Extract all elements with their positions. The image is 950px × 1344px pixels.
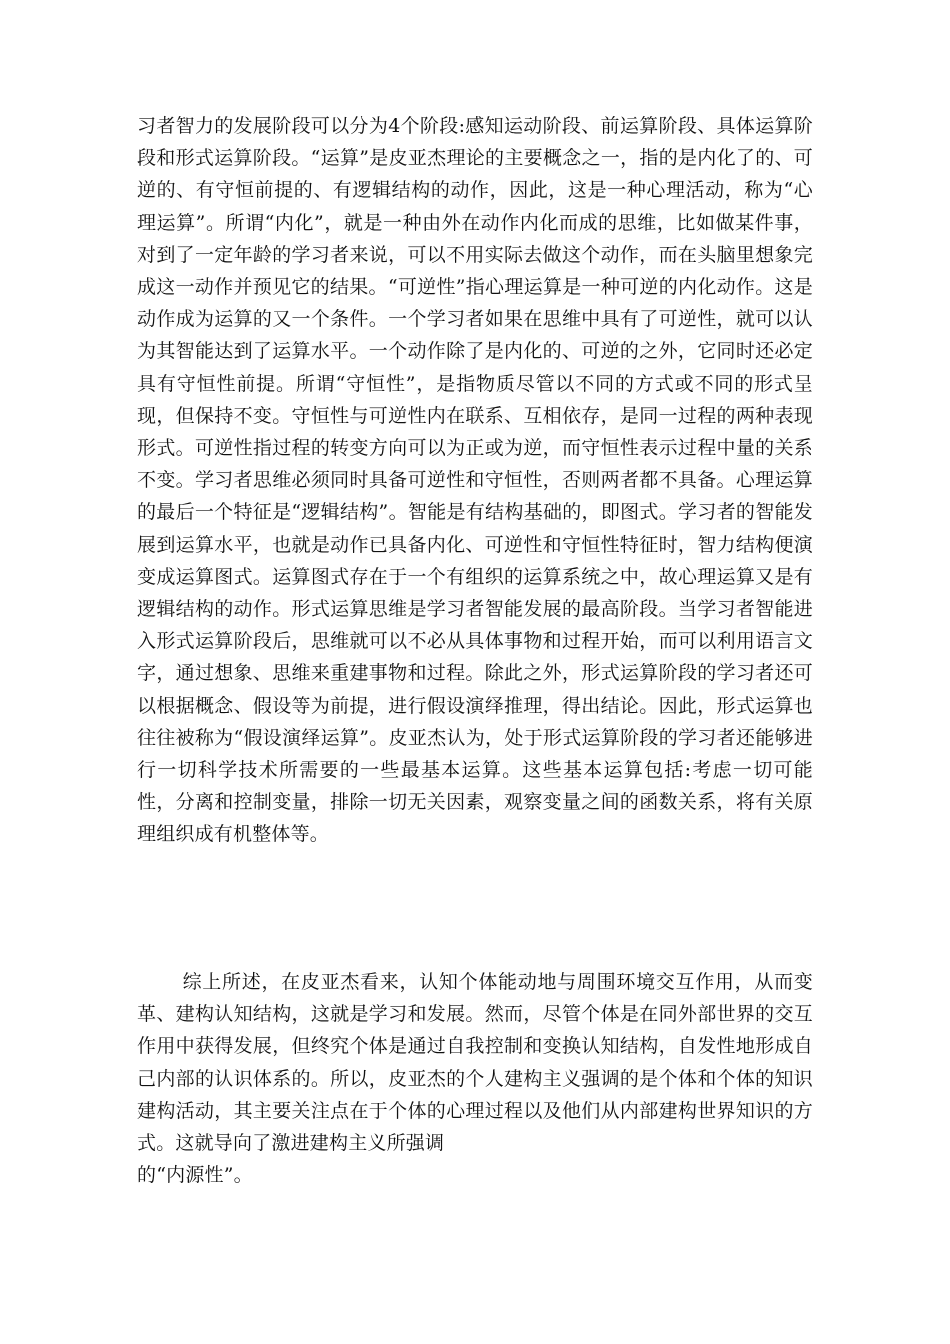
paragraph-2-body: 综上所述，在皮亚杰看来，认知个体能动地与周围环境交互作用，从而变革、建构认知结构，这就是学习和发展。然而，尽管个体是在同外部世界的交互作用中获得发展，但终究个体是通过自我控制和变换认知结构，自发性地形成自己内部的认识体系的。所以，皮亚杰的个人建构主义强调的是个体和个体的知识建构活动，其主要关注点在于个体的心理过程以及他们从内部建构世界知识的方式。这就导向了激进建构主义所强调 [137, 971, 813, 1155]
paragraph-2-tail: 的“内源性”。 [137, 1164, 253, 1187]
paragraph-2 [137, 966, 813, 1191]
paragraph-1: 习者智力的发展阶段可以分为4个阶段:感知运动阶段、前运算阶段、具体运算阶段和形式运算阶段。“运算”是皮亚杰理论的主要概念之一，指的是内化了的、可逆的、有守恒前提的、有逻辑结构的动作，因此，这是一种心理活动，称为“心理运算”。所谓“内化”，就是一种由外在动作内化而成的思维，比如做某件事，对到了一定年龄的学习者来说，可以不用实际去做这个动作，而在头脑里想象完成这一动作并预见它的结果。“可逆性”指心理运算是一种可逆的内化动作。这是动作成为运算的又一个条件。一个学习者如果在思维中具有了可逆性，就可以认为其智能达到了运算水平。一个动作除了是内化的、可逆的之外，它同时还必定具有守恒性前提。所谓“守恒性”，是指物质尽管以不同的方式或不同的形式呈现，但保持不变。守恒性与可逆性内在联系、互相依存，是同一过程的两种表现形式。可逆性指过程的转变方向可以为正或为逆，而守恒性表示过程中量的关系不变。学习者思维必须同时具备可逆性和守恒性，否则两者都不具备。心理运算的最后一个特征是“逻辑结构”。智能是有结构基础的，即图式。学习者的智能发展到运算水平，也就是动作已具备内化、可逆性和守恒性特征时，智力结构便演变成运算图式。运算图式存在于一个有组织的运算系统之中，故心理运算又是有逻辑结构的动作。形式运算思维是学习者智能发展的最高阶段。当学习者智能进入形式运算阶段后，思维就可以不必从具体事物和过程开始，而可以利用语言文字，通过想象、思维来重建事物和过程。除此之外，形式运算阶段的学习者还可以根据概念、假设等为前提，进行假设演绎推理，得出结论。因此，形式运算也往往被称为“假设演绎运算”。皮亚杰认为，处于形式运算阶段的学习者还能够进行一切科学技术所需要的一些最基本运算。这些基本运算包括:考虑一切可能性，分离和控制变量，排除一切无关因素，观察变量之间的函数关系，将有关原理组织成有机整体等。 [137, 115, 813, 846]
